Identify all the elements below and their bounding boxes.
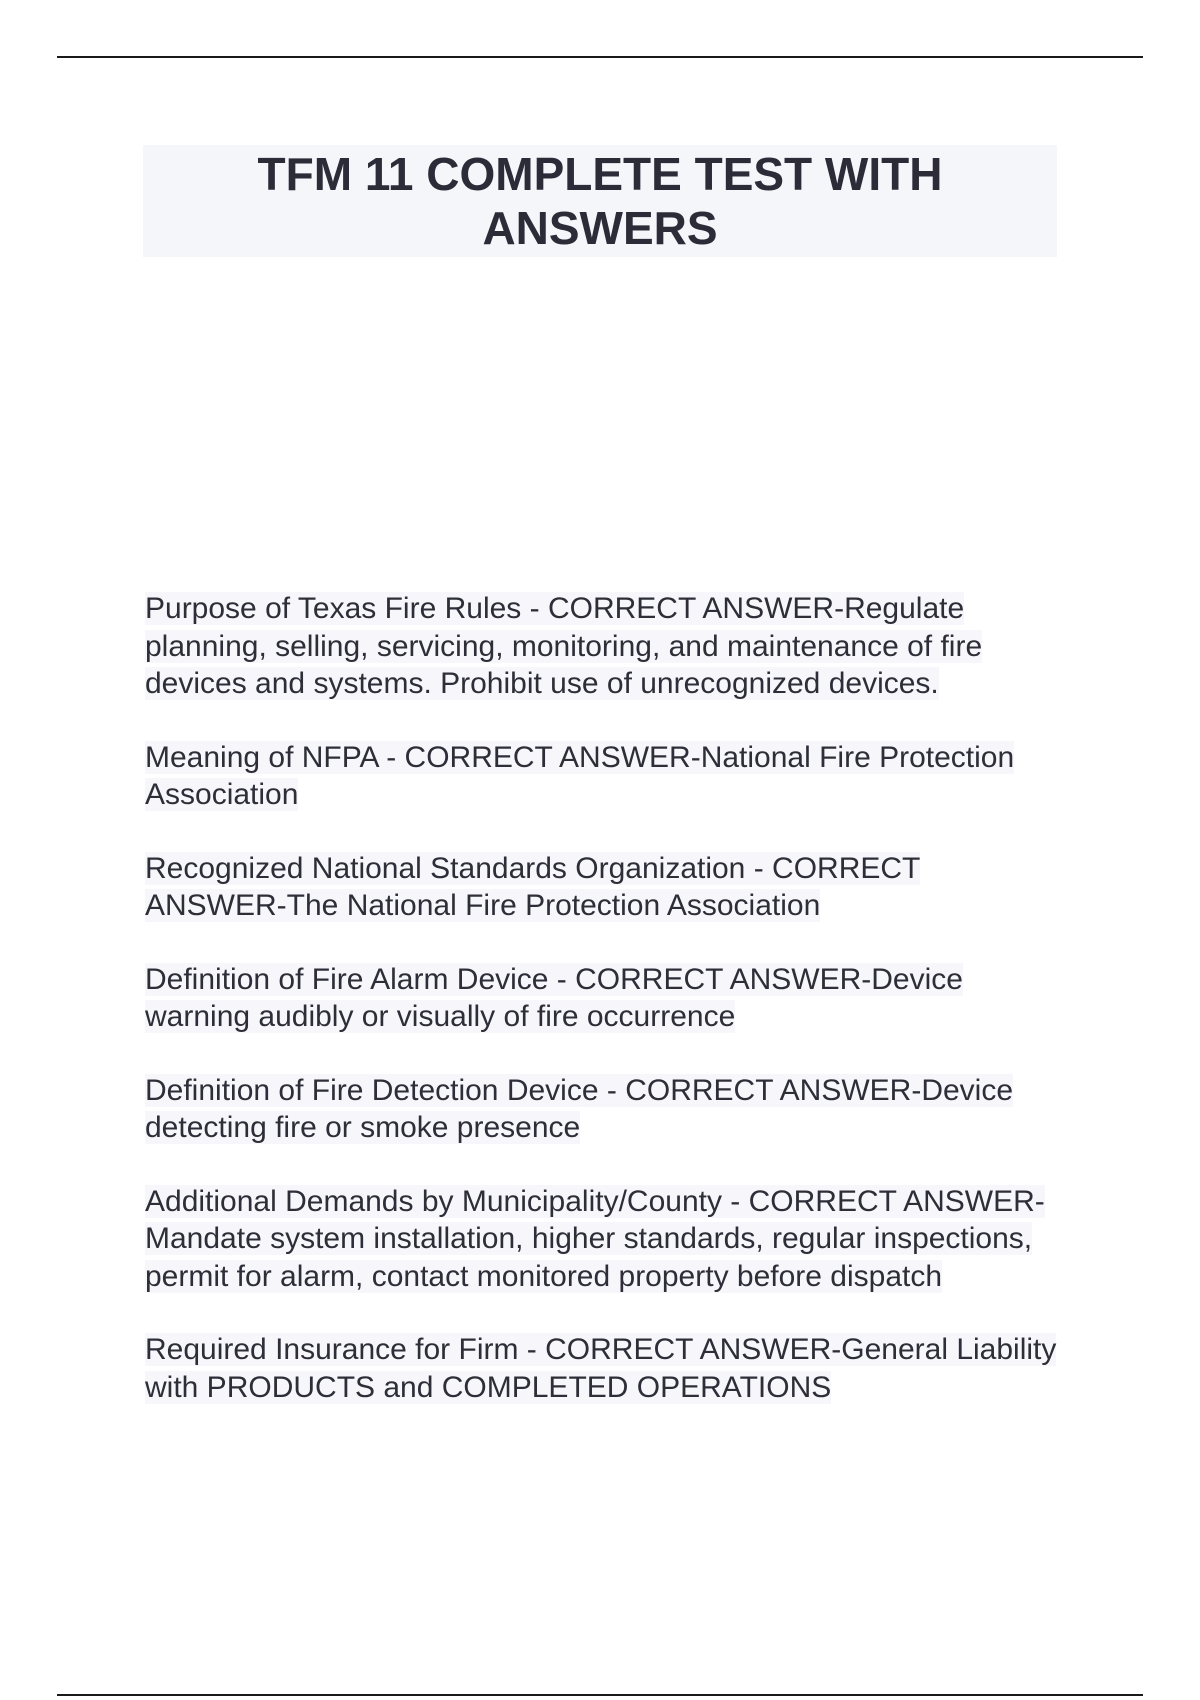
qa-text: Additional Demands by Municipality/County - CORRECT ANSWER-Mandate system installation, higher standards, regular inspections, permit for alarm, contact monitored property before dispatch [145, 1184, 1045, 1293]
title-banner [143, 145, 1057, 257]
qa-text: Definition of Fire Alarm Device - CORRECT ANSWER-Device warning audibly or visually of fire occurrence [145, 962, 963, 1033]
qa-item-nfpa-meaning [145, 739, 1065, 814]
qa-item-required-insurance [145, 1331, 1065, 1406]
qa-text: Definition of Fire Detection Device - CORRECT ANSWER-Device detecting fire or smoke presence [145, 1073, 1014, 1144]
qa-item-standards-organization [145, 850, 1065, 925]
qa-list [145, 590, 1065, 1442]
qa-text: Recognized National Standards Organization - CORRECT ANSWER-The National Fire Protection Association [145, 851, 921, 922]
qa-item-municipality-demands [145, 1183, 1065, 1296]
qa-item-texas-fire-rules [145, 590, 1065, 703]
qa-item-fire-detection-device [145, 1072, 1065, 1147]
document-title: TFM 11 COMPLETE TEST WITH ANSWERS [257, 148, 943, 254]
qa-text: Required Insurance for Firm - CORRECT ANSWER-General Liability with PRODUCTS and COMPLETED OPERATIONS [145, 1333, 1057, 1404]
bottom-rule [57, 1694, 1143, 1696]
qa-text: Purpose of Texas Fire Rules - CORRECT ANSWER-Regulate planning, selling, servicing, monitoring, and maintenance of fire devices and systems. Prohibit use of unrecognized devices. [145, 592, 983, 700]
qa-text: Meaning of NFPA - CORRECT ANSWER-National Fire Protection Association [145, 740, 1015, 811]
qa-item-fire-alarm-device [145, 961, 1065, 1036]
top-rule [57, 56, 1143, 58]
